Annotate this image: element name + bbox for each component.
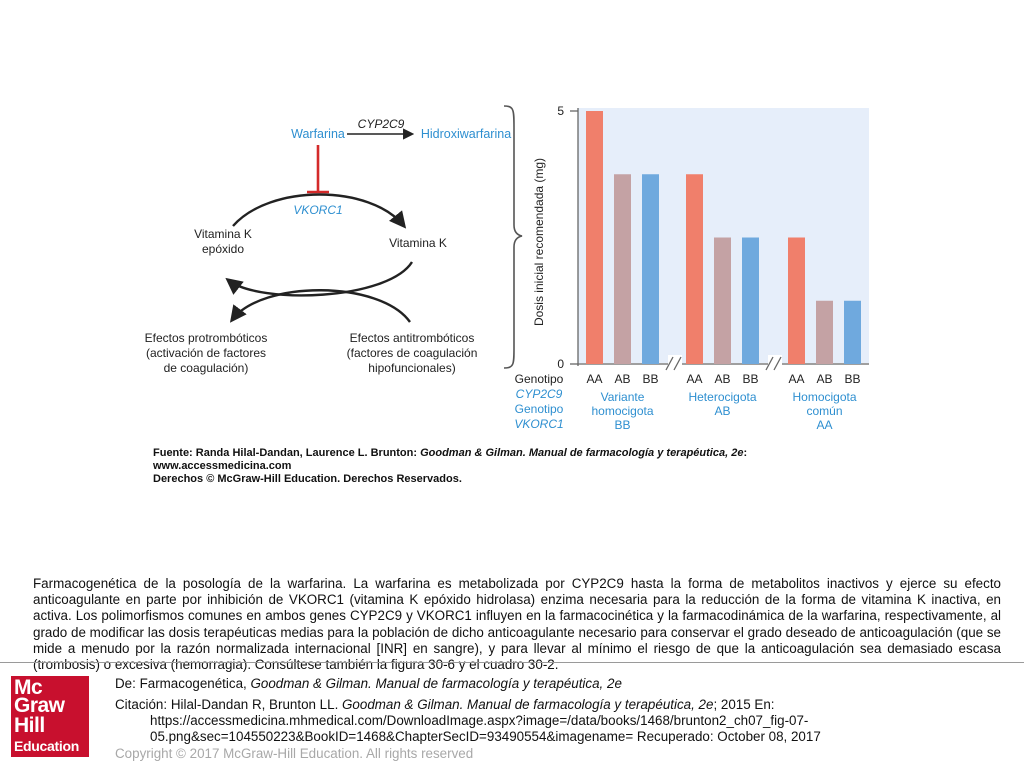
citation-url-2: 05.png&sec=104550223&BookID=1468&ChapterSecID=93490554&imagename= Recuperado: October 08, 2017 bbox=[150, 729, 821, 744]
row-label-genotipo-1: Genotipo bbox=[514, 372, 564, 386]
citation bbox=[115, 697, 875, 745]
source-line1: Fuente: Randa Hilal-Dandan, Laurence L. Brunton: Goodman & Gilman. Manual de farmacología y terapéutica, 2e: bbox=[153, 447, 748, 459]
efectos-pro-line3: de coagulación) bbox=[163, 361, 249, 375]
figure-caption: Farmacogenética de la posología de la warfarina. La warfarina es metabolizada por CYP2C9 hasta la forma de metabolitos inactivos y ejerce su efecto anticoagulante en parte por inhibición de VKORC1 (vitamina K epóxido hidrolasa) enzima necesaria para la reducción de la forma de vitamina K inactiva, en activa. Los polimorfismos comunes en ambos genes CYP2C9 y VKORC1 influyen en la farmacocinética y la farmacodinámica de la warfarina, respectivamente, al grado de modificar las dosis terapéuticas medias para la población de dicho anticoagulante necesario para conservar el grado deseado de anticoagulación (que se mide a menudo por la razón normalizada internacional [INR] en sangre), y para llevar al mínimo el riesgo de que la anticoagulación sea demasiado escasa (trombosis) o excesiva (hemorragia). Consúltese también la figura 30-6 y el cuadro 30-2. bbox=[33, 576, 1001, 673]
brace bbox=[504, 106, 522, 368]
mcgraw-hill-logo bbox=[11, 676, 89, 757]
vitk-label: Vitamina K bbox=[389, 236, 447, 250]
axis-break-1 bbox=[666, 355, 682, 370]
row-label-genotipo-2: Genotipo bbox=[514, 402, 564, 416]
x-tick-label-group3-aa: AA bbox=[788, 372, 805, 386]
bar-group1-ab bbox=[614, 174, 631, 364]
x-tick-label-group2-bb: BB bbox=[742, 372, 759, 386]
bar-group3-aa bbox=[788, 238, 805, 365]
x-tick-label-group3-ab: AB bbox=[816, 372, 833, 386]
citation-url-1: https://accessmedicina.mhmedical.com/DownloadImage.aspx?image=/data/books/1468/brunton2_ch07_fig-07- bbox=[150, 713, 809, 728]
group-label-3-line1: Homocigota bbox=[792, 390, 857, 404]
efectos-anti-line2: (factores de coagulación bbox=[346, 346, 478, 360]
group-label-1-line1: Variante bbox=[600, 390, 645, 404]
hidroxiwarfarina-label: Hidroxiwarfarina bbox=[420, 127, 512, 141]
y-axis-label: Dosis inicial recomendada (mg) bbox=[532, 157, 546, 327]
source-block bbox=[152, 447, 747, 485]
logo-line3: Hill bbox=[14, 714, 45, 737]
from-text: Farmacogenética, bbox=[139, 676, 251, 691]
x-tick-label-group1-ab: AB bbox=[614, 372, 631, 386]
logo-line4: Education bbox=[14, 738, 79, 754]
bar-group2-aa bbox=[686, 174, 703, 364]
bar-group1-bb bbox=[642, 174, 659, 364]
citation-mid: ; 2015 En: bbox=[713, 697, 775, 712]
y-tick-label-0: 0 bbox=[557, 357, 564, 371]
citation-title: Goodman & Gilman. Manual de farmacología y terapéutica, 2e bbox=[342, 697, 714, 712]
efectos-anti-line1: Efectos antitrombóticos bbox=[349, 331, 475, 345]
group-label-2-line2: AB bbox=[714, 404, 731, 418]
footer-divider bbox=[0, 662, 1024, 663]
citation-prefix: Citación: Hilal-Dandan R, Brunton LL. bbox=[115, 697, 343, 712]
vkorc1-label: VKORC1 bbox=[293, 203, 343, 217]
bar-group1-aa bbox=[586, 111, 603, 364]
row-label-cyp2c9: CYP2C9 bbox=[515, 387, 563, 401]
x-tick-label-group2-ab: AB bbox=[714, 372, 731, 386]
group-label-2-line1: Heterocigota bbox=[688, 390, 757, 404]
group-label-3-line3: AA bbox=[816, 418, 833, 432]
source-line2: www.accessmedicina.com bbox=[153, 460, 292, 472]
dose-chart bbox=[514, 104, 869, 432]
y-tick-label-5: 5 bbox=[557, 104, 564, 118]
copyright: Copyright © 2017 McGraw-Hill Education. All rights reserved bbox=[115, 746, 474, 761]
pathway-diagram bbox=[145, 106, 522, 375]
cyp2c9-enzyme-label: CYP2C9 bbox=[357, 117, 405, 131]
warfarina-label: Warfarina bbox=[291, 127, 345, 141]
vitk-epoxido-line1: Vitamina K bbox=[194, 227, 252, 241]
group-label-3-line2: común bbox=[806, 404, 843, 418]
efectos-pro-line2: (activación de factores bbox=[145, 346, 267, 360]
vitk-epoxido-line2: epóxido bbox=[201, 242, 245, 256]
bar-group3-ab bbox=[816, 301, 833, 364]
x-tick-label-group1-aa: AA bbox=[586, 372, 603, 386]
source-line3: Derechos © McGraw-Hill Education. Derechos Reservados. bbox=[153, 473, 462, 485]
efectos-pro-line1: Efectos protrombóticos bbox=[144, 331, 268, 345]
x-tick-label-group1-bb: BB bbox=[642, 372, 659, 386]
group-label-1-line3: BB bbox=[614, 418, 631, 432]
bar-group2-bb bbox=[742, 238, 759, 365]
row-label-vkorc1: VKORC1 bbox=[514, 417, 564, 431]
from-line bbox=[115, 676, 622, 691]
from-prefix: De: bbox=[115, 676, 140, 691]
from-title: Goodman & Gilman. Manual de farmacología y terapéutica, 2e bbox=[250, 676, 622, 691]
axis-break-2 bbox=[766, 355, 782, 370]
x-tick-label-group3-bb: BB bbox=[844, 372, 861, 386]
bar-group2-ab bbox=[714, 238, 731, 365]
efectos-anti-line3: hipofuncionales) bbox=[368, 361, 456, 375]
x-tick-label-group2-aa: AA bbox=[686, 372, 703, 386]
logo-line1: Mc bbox=[14, 676, 43, 699]
bar-group3-bb bbox=[844, 301, 861, 364]
logo-line2: Graw bbox=[14, 694, 65, 717]
group-label-1-line2: homocigota bbox=[591, 404, 654, 418]
